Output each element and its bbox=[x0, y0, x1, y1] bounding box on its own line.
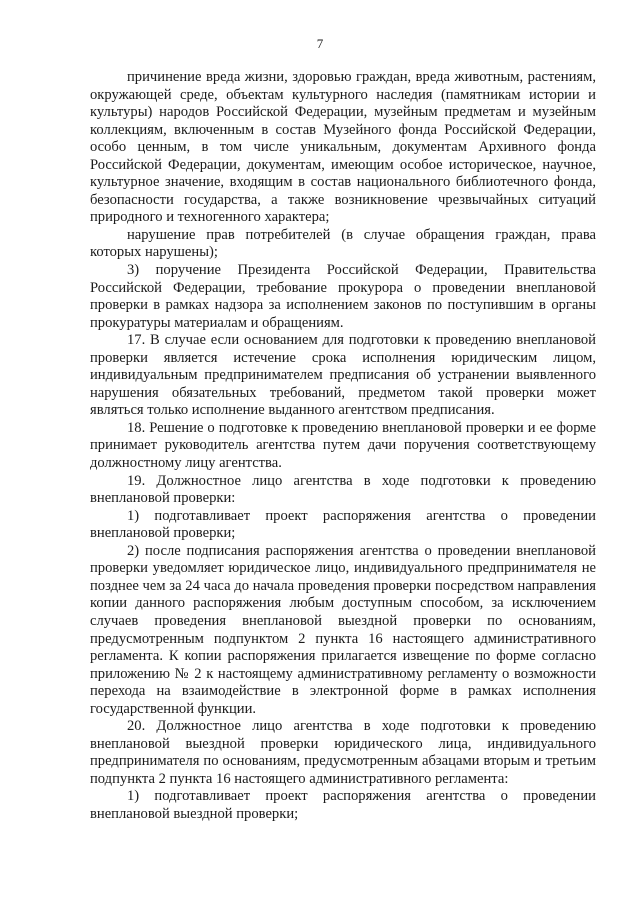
paragraph: 20. Должностное лицо агентства в ходе подготовки к проведению внеплановой выездной проверки юридического лица, индивидуального предпринимателя по основаниям, предусмотренным абзацами вторым и третьим подпункта 2 пункта 16 настоящего административного регламента: bbox=[90, 718, 596, 787]
paragraph: 17. В случае если основанием для подготовки к проведению внеплановой проверки является истечение срока исполнения юридическим лицом, индивидуальным предпринимателем предписания об устранении выявленного нарушения обязательных требований, предметом такой проверки может являться только исполнение выданного агентством предписания. bbox=[90, 332, 596, 419]
paragraph: 3) поручение Президента Российской Федерации, Правительства Российской Федерации, требование прокурора о проведении внеплановой проверки в рамках надзора за исполнением законов по поступившим в органы прокуратуры материалам и обращениям. bbox=[90, 262, 596, 331]
page-number: 7 bbox=[316, 36, 324, 51]
document-body bbox=[90, 69, 596, 824]
paragraph: 18. Решение о подготовке к проведению внеплановой проверки и ее форме принимает руководитель агентства путем дачи поручения соответствующему должностному лицу агентства. bbox=[90, 419, 596, 472]
paragraph: нарушение прав потребителей (в случае обращения граждан, права которых нарушены); bbox=[90, 226, 596, 261]
paragraph: 2) после подписания распоряжения агентства о проведении внеплановой проверки уведомляет юридическое лицо, индивидуального предпринимателя не позднее чем за 24 часа до начала проведения проверки посредством направления копии данного распоряжения любым доступным способом, за исключением случаев проведения внеплановой выездной проверки по основаниям, предусмотренным подпунктом 2 пункта 16 настоящего административного регламента. К копии распоряжения прилагается извещение по форме согласно приложению № 2 к настоящему административному регламенту о возможности перехода на взаимодействие в электронной форме в рамках исполнения государственной функции. bbox=[90, 542, 596, 717]
paragraph: 1) подготавливает проект распоряжения агентства о проведении внеплановой проверки; bbox=[90, 507, 596, 542]
paragraph: 19. Должностное лицо агентства в ходе подготовки к проведению внеплановой проверки: bbox=[90, 472, 596, 507]
paragraph: причинение вреда жизни, здоровью граждан, вреда животным, растениям, окружающей среде, объектам культурного наследия (памятникам истории и культуры) народов Российской Федерации, музейным предметам и музейным коллекциям, включенным в состав Музейного фонда Российской Федерации, особо ценным, в том числе уникальным, документам Архивного фонда Российской Федерации, документам, имеющим особое историческое, научное, культурное значение, входящим в состав национального библиотечного фонда, безопасности государства, а также возникновение чрезвычайных ситуаций природного и техногенного характера; bbox=[90, 69, 596, 226]
paragraph: 1) подготавливает проект распоряжения агентства о проведении внеплановой выездной проверки; bbox=[90, 788, 596, 822]
